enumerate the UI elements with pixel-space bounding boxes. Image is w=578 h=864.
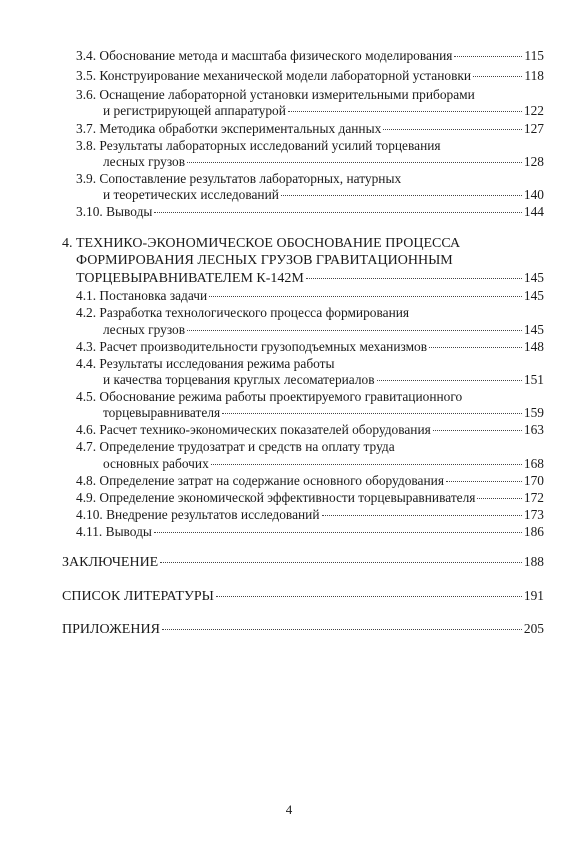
dot-leader xyxy=(160,562,522,563)
toc-entry-page: 186 xyxy=(523,524,544,539)
toc-entry-4-9 xyxy=(76,490,544,506)
toc-entry-page: 127 xyxy=(523,121,544,136)
toc-entry-title: 4.11. Выводы xyxy=(76,524,152,539)
toc-entry-title: и регистрирующей аппаратурой xyxy=(103,103,286,118)
toc-entry-page: 151 xyxy=(523,372,544,387)
toc-entry-title: 3.7. Методика обработки экспериментальных данных xyxy=(76,121,382,136)
toc-entry-title: основных рабочих xyxy=(103,456,209,471)
toc-entry-3-9 xyxy=(103,187,544,203)
chapter-4-line2: ФОРМИРОВАНИЯ ЛЕСНЫХ ГРУЗОВ ГРАВИТАЦИОННЫМ xyxy=(76,253,453,268)
toc-entry-page: 205 xyxy=(523,621,544,636)
dot-leader xyxy=(383,129,522,130)
dot-leader xyxy=(162,629,522,630)
dot-leader xyxy=(154,532,522,533)
toc-chapter-4 xyxy=(76,270,544,287)
toc-entry-page: 115 xyxy=(524,48,544,63)
toc-entry-page: 172 xyxy=(523,490,544,505)
page-number: 4 xyxy=(285,802,293,817)
toc-entry-3-8-line1: 3.8. Результаты лабораторных исследований усилий торцевания xyxy=(76,138,441,153)
dot-leader xyxy=(209,296,522,297)
toc-references xyxy=(62,588,544,605)
toc-entry-page: 122 xyxy=(523,103,544,118)
toc-entry-4-8 xyxy=(76,473,544,489)
toc-entry-3-10 xyxy=(76,204,544,220)
dot-leader xyxy=(429,347,522,348)
toc-entry-4-5-line1: 4.5. Обоснование режима работы проектируемого гравитационного xyxy=(76,389,463,404)
toc-entry-4-6 xyxy=(76,422,544,438)
toc-entry-4-4-line1: 4.4. Результаты исследования режима работы xyxy=(76,356,335,371)
dot-leader xyxy=(281,195,522,196)
toc-entry-page: 173 xyxy=(523,507,544,522)
toc-entry-page: 128 xyxy=(523,154,544,169)
toc-entry-title: ПРИЛОЖЕНИЯ xyxy=(62,622,160,637)
dot-leader xyxy=(477,498,521,499)
toc-entry-title: ТОРЦЕВЫРАВНИВАТЕЛЕМ К-142М xyxy=(76,271,304,286)
toc-entry-title: 4.9. Определение экономической эффективности торцевыравнивателя xyxy=(76,490,476,505)
toc-entry-page: 163 xyxy=(523,422,544,437)
toc-entry-page: 159 xyxy=(523,405,544,420)
toc-entry-page: 148 xyxy=(523,339,544,354)
toc-entry-title: 3.10. Выводы xyxy=(76,204,153,219)
toc-entry-page: 168 xyxy=(523,456,544,471)
toc-entry-title: и теоретических исследований xyxy=(103,187,279,202)
toc-entry-title: ЗАКЛЮЧЕНИЕ xyxy=(62,555,159,570)
toc-conclusion xyxy=(62,554,544,571)
toc-entry-4-1 xyxy=(76,288,544,304)
toc-entry-3-6-line1: 3.6. Оснащение лабораторной установки измерительными приборами xyxy=(76,87,475,102)
toc-entry-page: 144 xyxy=(523,204,544,219)
toc-entry-4-3 xyxy=(76,339,544,355)
toc-entry-page: 140 xyxy=(523,187,544,202)
toc-entry-title: лесных грузов xyxy=(103,322,186,337)
toc-entry-title: 4.1. Постановка задачи xyxy=(76,288,208,303)
toc-entry-page: 145 xyxy=(523,322,544,337)
chapter-4-line1: 4. ТЕХНИКО-ЭКОНОМИЧЕСКОЕ ОБОСНОВАНИЕ ПРОЦЕССА xyxy=(62,236,461,251)
toc-entry-page: 118 xyxy=(524,68,544,83)
toc-entry-page: 170 xyxy=(523,473,544,488)
toc-entry-4-5 xyxy=(103,405,544,421)
toc-entry-title: 4.3. Расчет производительности грузоподъемных механизмов xyxy=(76,339,428,354)
dot-leader xyxy=(187,330,522,331)
toc-entry-4-7-line1: 4.7. Определение трудозатрат и средств на оплату труда xyxy=(76,439,395,454)
toc-entry-4-10 xyxy=(76,507,544,523)
toc-entry-title: и качества торцевания круглых лесоматериалов xyxy=(103,372,375,387)
toc-entry-page: 145 xyxy=(523,270,544,285)
dot-leader xyxy=(454,56,522,57)
toc-entry-4-2 xyxy=(103,322,544,338)
toc-entry-title: 3.5. Конструирование механической модели лабораторной установки xyxy=(76,68,472,83)
toc-entry-3-9-line1: 3.9. Сопоставление результатов лабораторных, натурных xyxy=(76,171,402,186)
toc-entry-4-2-line1: 4.2. Разработка технологического процесса формирования xyxy=(76,305,410,320)
toc-entry-page: 145 xyxy=(523,288,544,303)
toc-entry-4-7 xyxy=(103,456,544,472)
dot-leader xyxy=(154,212,521,213)
toc-entry-3-7 xyxy=(76,121,544,137)
toc-entry-4-4 xyxy=(103,372,544,388)
toc-entry-3-4 xyxy=(76,48,544,64)
toc-entry-page: 188 xyxy=(523,554,544,569)
toc-entry-title: 4.6. Расчет технико-экономических показателей оборудования xyxy=(76,422,431,437)
toc-entry-3-8 xyxy=(103,154,544,170)
dot-leader xyxy=(222,413,522,414)
dot-leader xyxy=(322,515,522,516)
dot-leader xyxy=(306,278,522,279)
toc-entry-page: 191 xyxy=(523,588,544,603)
dot-leader xyxy=(216,596,522,597)
toc-entry-title: лесных грузов xyxy=(103,154,186,169)
dot-leader xyxy=(377,380,522,381)
toc-entry-title: торцевыравнивателя xyxy=(103,405,221,420)
dot-leader xyxy=(187,162,522,163)
dot-leader xyxy=(433,430,522,431)
toc-appendices xyxy=(62,621,544,638)
toc-entry-title: 4.10. Внедрение результатов исследований xyxy=(76,507,320,522)
toc-entry-title: 4.8. Определение затрат на содержание основного оборудования xyxy=(76,473,444,488)
toc-entry-4-11 xyxy=(76,524,544,540)
toc-entry-title: 3.4. Обоснование метода и масштаба физического моделирования xyxy=(76,48,453,63)
toc-entry-3-5 xyxy=(76,68,544,84)
toc-entry-title: СПИСОК ЛИТЕРАТУРЫ xyxy=(62,589,214,604)
dot-leader xyxy=(288,111,522,112)
dot-leader xyxy=(446,481,522,482)
dot-leader xyxy=(473,76,522,77)
dot-leader xyxy=(211,464,522,465)
toc-entry-3-6 xyxy=(103,103,544,119)
